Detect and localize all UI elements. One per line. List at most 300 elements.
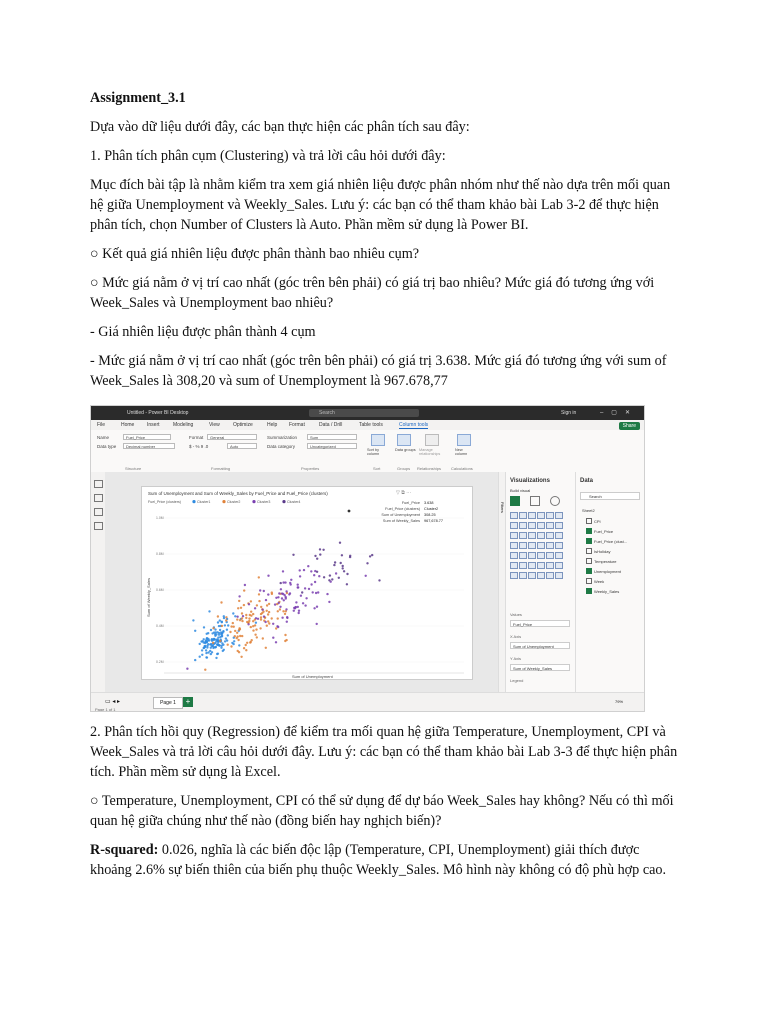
scatter-point-cluster3	[280, 588, 282, 590]
scatter-point-cluster3	[299, 575, 301, 577]
scatter-point-cluster4	[280, 582, 282, 584]
scatter-point-cluster3	[302, 602, 304, 604]
group-sort-label: Sort	[373, 466, 381, 471]
scatter-point-cluster3	[285, 590, 287, 592]
visual-type-icon[interactable]	[510, 572, 518, 579]
scatter-point-cluster3	[326, 593, 328, 595]
data-field-item[interactable]: Temperature	[586, 558, 616, 564]
scatter-point-cluster2	[234, 635, 236, 637]
r-squared-text: 0.026, nghĩa là các biến độc lập (Temperature, CPI, Unemployment) giải thích được khoảng 2.6% sự biến thiên của biến phụ thuộc Weekly_Sales. Mô hình này không có độ phù hợp cao.	[90, 842, 667, 878]
visual-type-icon[interactable]	[510, 552, 518, 559]
data-search-input[interactable]: Search	[580, 492, 640, 500]
menu-table-tools[interactable]: Table tools	[359, 422, 383, 428]
legend-well-label: Legend	[510, 678, 524, 683]
visual-type-icon[interactable]	[555, 552, 563, 559]
filters-label[interactable]: Filters	[500, 502, 505, 513]
scatter-point-cluster3	[288, 593, 290, 595]
scatter-point-cluster3	[254, 607, 256, 609]
scatter-point-cluster3	[276, 625, 278, 627]
tooltip-label: Fuel_Price	[401, 501, 420, 505]
visual-type-icon[interactable]	[555, 562, 563, 569]
scatter-point-cluster4	[323, 576, 325, 578]
visual-type-icon[interactable]	[555, 512, 563, 519]
scatter-point-cluster3	[298, 612, 300, 614]
scatter-point-cluster4	[328, 579, 330, 581]
visual-type-icon[interactable]	[537, 572, 545, 579]
page-nav-icons[interactable]: ▭ ◂ ▸	[105, 699, 121, 705]
scatter-point-cluster3	[242, 615, 244, 617]
scatter-point-cluster4	[342, 565, 344, 567]
scatter-point-cluster2	[258, 576, 260, 578]
legend-marker-cluster1	[192, 500, 195, 503]
data-pane	[575, 472, 645, 692]
visual-type-icon[interactable]	[546, 532, 554, 539]
menu-view[interactable]: View	[209, 422, 220, 428]
visual-type-icon[interactable]	[546, 522, 554, 529]
x-axis-label: Sum of Unemployment	[292, 674, 333, 679]
scatter-point-cluster3	[310, 570, 312, 572]
scatter-point-cluster1	[227, 624, 229, 626]
visual-type-icon[interactable]	[519, 552, 527, 559]
menu-optimize[interactable]: Optimize	[233, 422, 253, 428]
scatter-point-cluster3	[316, 623, 318, 625]
sign-in-link[interactable]: Sign in	[561, 410, 577, 416]
build-visual-label: Build visual	[510, 488, 531, 493]
visual-type-icon[interactable]	[555, 542, 563, 549]
scatter-point-cluster3	[300, 595, 302, 597]
checkbox-icon[interactable]	[586, 588, 592, 594]
scatter-point-cluster1	[214, 635, 216, 637]
table-view-icon[interactable]	[94, 494, 103, 502]
scatter-point-cluster2	[266, 604, 268, 606]
visual-type-icon[interactable]	[528, 542, 536, 549]
scatter-point-cluster3	[290, 579, 292, 581]
scatter-point-cluster4	[301, 591, 303, 593]
checkbox-icon[interactable]	[586, 548, 592, 554]
visual-type-icon[interactable]	[510, 532, 518, 539]
scatter-point-cluster3	[248, 603, 250, 605]
format-select[interactable]: General	[207, 434, 257, 440]
scatter-point-cluster3	[285, 597, 287, 599]
tooltip	[381, 501, 443, 523]
scatter-point-cluster1	[226, 629, 228, 631]
scatter-point-cluster2	[245, 614, 247, 616]
scatter-chart[interactable]	[142, 487, 472, 679]
scatter-point-cluster2	[258, 600, 260, 602]
scatter-point-cluster4	[338, 577, 340, 579]
legend-label-cluster2: Cluster2	[227, 500, 241, 504]
scatter-point-cluster3	[305, 597, 307, 599]
scatter-point-cluster4	[334, 561, 336, 563]
scatter-point-cluster1	[205, 649, 207, 651]
scatter-point-cluster1	[219, 629, 221, 631]
scatter-point-cluster3	[285, 608, 287, 610]
scatter-point-cluster3	[312, 591, 314, 593]
scatter-visual[interactable]	[141, 486, 473, 680]
data-field-item[interactable]: Fuel_Price (clust...	[586, 538, 627, 544]
scatter-point-cluster1	[223, 649, 225, 651]
tooltip-value: 308.25	[424, 513, 436, 517]
highlighted-point[interactable]	[348, 510, 351, 513]
page-bar	[91, 692, 644, 712]
scatter-point-cluster2	[238, 627, 240, 629]
datatype-select[interactable]: Decimal number	[123, 443, 175, 449]
data-field-item[interactable]: Weekly_Sales	[586, 588, 619, 594]
scatter-point-cluster3	[281, 617, 283, 619]
tooltip-label: Sum of Weekly_Sales	[382, 519, 420, 523]
scatter-point-cluster2	[243, 589, 245, 591]
values-well[interactable]: Fuel_Price	[510, 620, 570, 627]
scatter-point-cluster1	[238, 644, 240, 646]
data-groups-icon[interactable]	[397, 434, 411, 446]
scatter-point-cluster3	[257, 618, 259, 620]
scatter-point-cluster4	[331, 578, 333, 580]
menu-data-drill[interactable]: Data / Drill	[319, 422, 343, 428]
visual-type-icon[interactable]	[528, 572, 536, 579]
scatter-point-cluster3	[307, 565, 309, 567]
scatter-point-cluster2	[227, 644, 229, 646]
visual-type-icon[interactable]	[555, 572, 563, 579]
scatter-point-cluster2	[232, 622, 234, 624]
scatter-point-cluster4	[378, 579, 380, 581]
visual-type-icon[interactable]	[519, 532, 527, 539]
scatter-point-cluster2	[246, 642, 248, 644]
scatter-point-cluster1	[216, 653, 218, 655]
chart-title: Sum of Unemployment and Sum of Weekly_Sales by Fuel_Price and Fuel_Price (clusters)	[148, 491, 328, 496]
group-formatting-label: Formatting	[211, 466, 231, 471]
scatter-point-cluster1	[232, 643, 234, 645]
analytics-icon[interactable]	[550, 496, 560, 506]
scatter-point-cluster2	[254, 634, 256, 636]
scatter-point-cluster1	[199, 656, 201, 658]
visual-type-icon[interactable]	[528, 522, 536, 529]
scatter-point-cluster3	[283, 599, 285, 601]
scatter-point-cluster3	[308, 588, 310, 590]
scatter-point-cluster1	[194, 659, 196, 661]
sort-by-column-icon[interactable]	[371, 434, 385, 446]
data-field-item[interactable]: Unemployment	[586, 568, 621, 574]
menu-home[interactable]: Home	[121, 422, 135, 428]
menu-insert[interactable]: Insert	[147, 422, 160, 428]
scatter-point-cluster3	[278, 602, 280, 604]
scatter-point-cluster2	[245, 644, 247, 646]
menu-help[interactable]: Help	[267, 422, 278, 428]
menu-column-tools[interactable]: Column tools	[399, 422, 429, 428]
search-box[interactable]: Search	[309, 409, 419, 417]
scatter-point-cluster1	[205, 640, 207, 642]
yaxis-well-label: Y Axis	[510, 656, 522, 661]
window-controls[interactable]: –▢✕	[599, 410, 638, 416]
scatter-point-cluster2	[236, 618, 238, 620]
visual-type-grid[interactable]	[510, 512, 572, 582]
data-field-item[interactable]: CPI	[586, 518, 601, 524]
scatter-point-cluster3	[255, 617, 257, 619]
category-label: Data category	[267, 444, 296, 449]
scatter-point-cluster2	[249, 641, 251, 643]
visual-type-icon[interactable]	[546, 512, 554, 519]
scatter-point-cluster2	[233, 626, 235, 628]
scatter-point-cluster2	[260, 613, 262, 615]
summarization-label: Summarization	[267, 435, 298, 440]
datatype-label: Data type	[97, 444, 117, 449]
data-field-item[interactable]: Fuel_Price	[586, 528, 613, 534]
scatter-point-cluster3	[328, 601, 330, 603]
scatter-point-cluster4	[371, 554, 373, 556]
scatter-point-cluster3	[299, 569, 301, 571]
scatter-point-cluster4	[346, 573, 348, 575]
scatter-point-cluster2	[277, 617, 279, 619]
group-groups-label: Groups	[397, 466, 411, 471]
checkbox-icon[interactable]	[586, 528, 592, 534]
scatter-point-cluster4	[369, 555, 371, 557]
scatter-point-cluster2	[241, 612, 243, 614]
visual-type-icon[interactable]	[546, 572, 554, 579]
group-calculations-label: Calculations	[451, 466, 473, 471]
format-label: Format	[189, 435, 204, 440]
model-view-icon[interactable]	[94, 508, 103, 516]
zoom-level[interactable]: 79%	[615, 699, 624, 704]
scatter-point-cluster2	[250, 611, 252, 613]
scatter-point-cluster2	[248, 617, 250, 619]
scatter-point-cluster2	[282, 610, 284, 612]
document-body-part2	[90, 722, 680, 889]
scatter-point-cluster2	[217, 615, 219, 617]
visual-type-icon[interactable]	[546, 542, 554, 549]
scatter-point-cluster3	[297, 606, 299, 608]
checkbox-icon[interactable]	[586, 568, 592, 574]
scatter-point-cluster3	[272, 637, 274, 639]
scatter-point-cluster4	[366, 562, 368, 564]
scatter-point-cluster3	[277, 596, 279, 598]
view-switcher	[91, 472, 106, 692]
scatter-point-cluster2	[271, 591, 273, 593]
scatter-point-cluster3	[293, 610, 295, 612]
answer-2: - Mức giá nằm ở vị trí cao nhất (góc trên bên phải) có giá trị 3.638. Mức giá đó tương ứng với sum of Week_Sales là 308,20 và sum of Unemployment là 967.678,77	[90, 353, 667, 389]
new-column-icon[interactable]	[457, 434, 471, 446]
scatter-point-cluster1	[255, 622, 257, 624]
dax-query-icon[interactable]	[94, 522, 103, 530]
visual-type-icon[interactable]	[510, 522, 518, 529]
tooltip-value: 3.638	[424, 501, 434, 505]
scatter-point-cluster2	[245, 617, 247, 619]
scatter-point-cluster1	[227, 634, 229, 636]
scatter-point-cluster2	[260, 616, 262, 618]
question-2a: ○ Temperature, Unemployment, CPI có thể sử dụng để dự báo Week_Sales hay không? Nếu có thì mối quan hệ giữa chúng như thế nào (đồng biến hay nghịch biến)?	[90, 793, 674, 829]
scatter-point-cluster3	[298, 610, 300, 612]
scatter-point-cluster3	[284, 581, 286, 583]
visual-type-icon[interactable]	[537, 532, 545, 539]
y-tick-label: 0.2M	[156, 660, 164, 664]
currency-format-buttons[interactable]: $ - % 9 .0	[189, 444, 209, 449]
visual-type-icon[interactable]	[519, 562, 527, 569]
checkbox-icon[interactable]	[586, 558, 592, 564]
scatter-point-cluster3	[279, 606, 281, 608]
visual-type-icon[interactable]	[510, 512, 518, 519]
decimals-input[interactable]: Auto	[227, 443, 257, 449]
scatter-point-cluster2	[267, 613, 269, 615]
scatter-point-cluster4	[322, 549, 324, 551]
visual-type-icon[interactable]	[546, 552, 554, 559]
data-table-sheet2[interactable]: Sheet2	[582, 508, 595, 513]
scatter-point-cluster3	[314, 581, 316, 583]
scatter-point-cluster1	[199, 643, 201, 645]
data-groups-label[interactable]: Data groups	[395, 448, 416, 452]
ribbon	[91, 430, 644, 473]
legend-marker-cluster2	[222, 500, 225, 503]
visual-type-icon[interactable]	[537, 512, 545, 519]
visual-type-icon[interactable]	[519, 512, 527, 519]
name-input[interactable]: Fuel_Price	[123, 434, 171, 440]
menu-modeling[interactable]: Modeling	[173, 422, 194, 428]
name-label: Name	[97, 435, 110, 440]
scatter-point-cluster3	[281, 597, 283, 599]
visual-type-icon[interactable]	[510, 562, 518, 569]
scatter-point-cluster2	[259, 627, 261, 629]
visual-type-icon[interactable]	[537, 552, 545, 559]
visual-type-icon[interactable]	[537, 522, 545, 529]
scatter-point-cluster3	[247, 623, 249, 625]
scatter-point-cluster3	[293, 607, 295, 609]
visual-type-icon[interactable]	[519, 542, 527, 549]
checkbox-icon[interactable]	[586, 538, 592, 544]
manage-relationships-label[interactable]: Manage relationships	[419, 448, 441, 456]
powerbi-screenshot	[90, 405, 645, 712]
checkbox-icon[interactable]	[586, 578, 592, 584]
scatter-point-cluster4	[333, 564, 335, 566]
scatter-point-cluster2	[271, 617, 273, 619]
scatter-point-cluster3	[316, 606, 318, 608]
add-page-button[interactable]: +	[183, 697, 193, 707]
data-field-item[interactable]: Week	[586, 578, 604, 584]
menu-file[interactable]: File	[97, 422, 106, 428]
visual-type-icon[interactable]	[528, 512, 536, 519]
legend-label-cluster1: Cluster1	[197, 500, 211, 504]
scatter-point-cluster2	[251, 639, 253, 641]
visual-type-icon[interactable]	[528, 552, 536, 559]
scatter-point-cluster1	[201, 649, 203, 651]
visualizations-title: Visualizations	[510, 478, 550, 484]
scatter-point-cluster2	[258, 593, 260, 595]
scatter-point-cluster2	[240, 656, 242, 658]
new-column-label[interactable]: New column	[455, 448, 468, 456]
scatter-point-cluster1	[224, 624, 226, 626]
visual-type-icon[interactable]	[528, 562, 536, 569]
scatter-point-cluster2	[266, 610, 268, 612]
scatter-point-cluster1	[221, 642, 223, 644]
visual-type-icon[interactable]	[555, 522, 563, 529]
scatter-point-cluster4	[341, 554, 343, 556]
answer-1: - Giá nhiên liệu được phân thành 4 cụm	[90, 324, 316, 340]
scatter-point-cluster2	[262, 637, 264, 639]
scatter-point-cluster1	[192, 619, 194, 621]
scatter-point-cluster1	[221, 645, 223, 647]
data-field-item[interactable]: IsHoliday	[586, 548, 610, 554]
scatter-point-cluster4	[343, 570, 345, 572]
xaxis-well[interactable]: Sum of Unemployment	[510, 642, 570, 649]
share-button[interactable]: Share	[619, 422, 640, 430]
yaxis-well[interactable]: Sum of Weekly_Sales	[510, 664, 570, 671]
scatter-point-cluster1	[222, 630, 224, 632]
visual-type-icon[interactable]	[528, 532, 536, 539]
checkbox-icon[interactable]	[586, 518, 592, 524]
page-tab[interactable]: Page 1	[153, 697, 183, 709]
scatter-point-cluster2	[246, 621, 248, 623]
scatter-point-cluster2	[230, 625, 232, 627]
scatter-point-cluster2	[241, 620, 243, 622]
scatter-point-cluster1	[210, 647, 212, 649]
summarization-select[interactable]: Sum	[307, 434, 357, 440]
legend-marker-cluster4	[282, 500, 285, 503]
y-axis-label: Sum of Weekly_Sales	[146, 577, 151, 617]
manage-relationships-icon[interactable]	[425, 434, 439, 446]
scatter-point-cluster2	[230, 645, 232, 647]
build-visual-icon[interactable]	[510, 496, 520, 506]
page-status: Page 1 of 1	[95, 707, 116, 712]
report-canvas	[105, 472, 498, 692]
scatter-point-cluster2	[265, 647, 267, 649]
scatter-point-cluster4	[319, 548, 321, 550]
chart-legend	[192, 500, 300, 504]
tooltip-label: Fuel_Price (clusters)	[385, 507, 420, 511]
sort-by-column-label[interactable]: Sort by column	[367, 448, 380, 456]
visual-type-icon[interactable]	[546, 562, 554, 569]
visual-type-icon[interactable]	[510, 542, 518, 549]
scatter-point-cluster4	[292, 554, 294, 556]
scatter-point-cluster3	[281, 592, 283, 594]
report-view-icon[interactable]	[94, 480, 103, 488]
scatter-point-cluster2	[277, 610, 279, 612]
scatter-point-cluster3	[335, 572, 337, 574]
scatter-point-cluster3	[304, 587, 306, 589]
visual-type-icon[interactable]	[519, 572, 527, 579]
scatter-point-cluster1	[219, 619, 221, 621]
visual-type-icon[interactable]	[555, 532, 563, 539]
scatter-point-cluster1	[201, 654, 203, 656]
scatter-point-cluster4	[339, 542, 341, 544]
scatter-point-cluster2	[268, 622, 270, 624]
scatter-point-cluster2	[243, 647, 245, 649]
scatter-point-cluster2	[243, 604, 245, 606]
scatter-point-cluster1	[233, 640, 235, 642]
scatter-point-cluster2	[252, 620, 254, 622]
r-squared-paragraph	[90, 840, 680, 880]
visual-header-icons[interactable]: ▽ ⧉ ···	[396, 490, 412, 496]
legend-marker-cluster3	[252, 500, 255, 503]
scatter-point-cluster2	[252, 629, 254, 631]
scatter-point-cluster2	[221, 625, 223, 627]
scatter-point-cluster1	[225, 637, 227, 639]
scatter-point-cluster2	[236, 632, 238, 634]
scatter-point-cluster2	[252, 613, 254, 615]
visual-type-icon[interactable]	[537, 542, 545, 549]
scatter-point-cluster3	[297, 586, 299, 588]
scatter-point-cluster1	[206, 656, 208, 658]
format-visual-icon[interactable]	[530, 496, 540, 506]
scatter-point-cluster3	[317, 591, 319, 593]
visual-type-icon[interactable]	[519, 522, 527, 529]
scatter-point-cluster2	[238, 651, 240, 653]
scatter-point-cluster3	[303, 569, 305, 571]
scatter-point-cluster1	[234, 615, 236, 617]
visual-type-icon[interactable]	[537, 562, 545, 569]
menu-format[interactable]: Format	[289, 422, 305, 428]
scatter-point-cluster2	[255, 628, 257, 630]
scatter-point-cluster2	[204, 669, 206, 671]
category-select[interactable]: Uncategorized	[307, 443, 357, 449]
scatter-point-cluster3	[262, 609, 264, 611]
scatter-point-cluster3	[267, 575, 269, 577]
scatter-point-cluster2	[225, 619, 227, 621]
